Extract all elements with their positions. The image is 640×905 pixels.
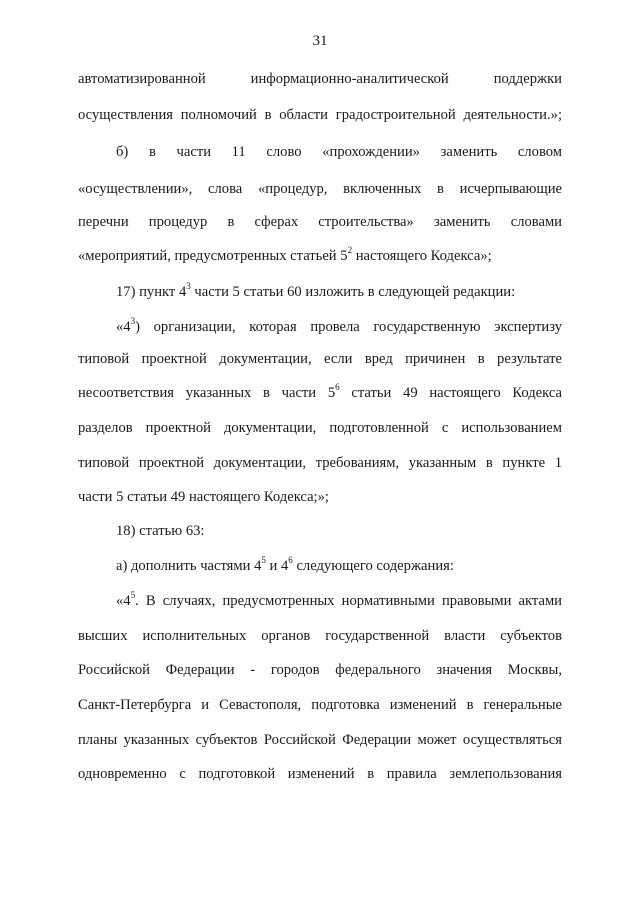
superscript: 5 xyxy=(261,555,266,566)
text-line: типовой проектной документации, если вред причинен в результате xyxy=(78,351,562,367)
text-line: типовой проектной документации, требованиям, указанным в пункте 1 xyxy=(78,455,562,471)
text-line: Санкт-Петербурга и Севастополя, подготовка изменений в генеральные xyxy=(78,697,562,713)
text-line: одновременно с подготовкой изменений в правила землепользования xyxy=(78,766,562,782)
superscript: 3 xyxy=(130,316,136,327)
page-number: 31 xyxy=(312,33,328,49)
text-line xyxy=(78,283,562,301)
line-text: статьи 49 настоящего Кодекса xyxy=(339,385,563,401)
text-line xyxy=(78,384,562,402)
line-text: настоящего Кодекса»; xyxy=(352,248,492,264)
line-text: ) организации, которая провела государственную экспертизу xyxy=(135,319,562,335)
text-line xyxy=(78,247,562,265)
text-line: разделов проектной документации, подготовленной с использованием xyxy=(78,420,562,436)
text-line: перечни процедур в сферах строительства» заменить словами xyxy=(78,214,562,230)
line-text: и 4 xyxy=(265,558,289,574)
superscript: 6 xyxy=(288,555,293,566)
superscript: 5 xyxy=(130,590,136,601)
text-line: планы указанных субъектов Российской Федерации может осуществляться xyxy=(78,732,562,748)
text-line: части 5 статьи 49 настоящего Кодекса;»; xyxy=(78,489,329,505)
line-text: следующего содержания: xyxy=(292,558,454,574)
line-text: 17) пункт 4 xyxy=(116,284,187,300)
line-text: «4 xyxy=(116,593,131,609)
text-line: б) в части 11 слово «прохождении» заменить словом xyxy=(116,144,562,160)
superscript: 3 xyxy=(186,281,191,292)
text-line xyxy=(78,557,562,575)
line-text: части 5 статьи 60 изложить в следующей редакции: xyxy=(190,284,516,300)
text-line xyxy=(78,592,562,610)
text-line xyxy=(78,318,562,336)
superscript: 2 xyxy=(347,245,353,256)
line-text: «мероприятий, предусмотренных статьей 5 xyxy=(78,248,348,264)
text-line: «осуществлении», слова «процедур, включенных в исчерпывающие xyxy=(78,181,562,197)
text-line: осуществления полномочий в области градостроительной деятельности.»; xyxy=(78,107,562,123)
superscript: 6 xyxy=(335,382,340,393)
text-line: автоматизированной информационно-аналитической поддержки xyxy=(78,71,562,87)
line-text: несоответствия указанных в части 5 xyxy=(78,385,336,401)
line-text: «4 xyxy=(116,319,131,335)
text-line: 18) статью 63: xyxy=(116,523,205,539)
line-text: а) дополнить частями 4 xyxy=(116,558,262,574)
text-line: Российской Федерации - городов федерального значения Москвы, xyxy=(78,662,562,678)
line-text: . В случаях, предусмотренных нормативными правовыми актами xyxy=(135,593,562,609)
text-line: высших исполнительных органов государственной власти субъектов xyxy=(78,628,562,644)
